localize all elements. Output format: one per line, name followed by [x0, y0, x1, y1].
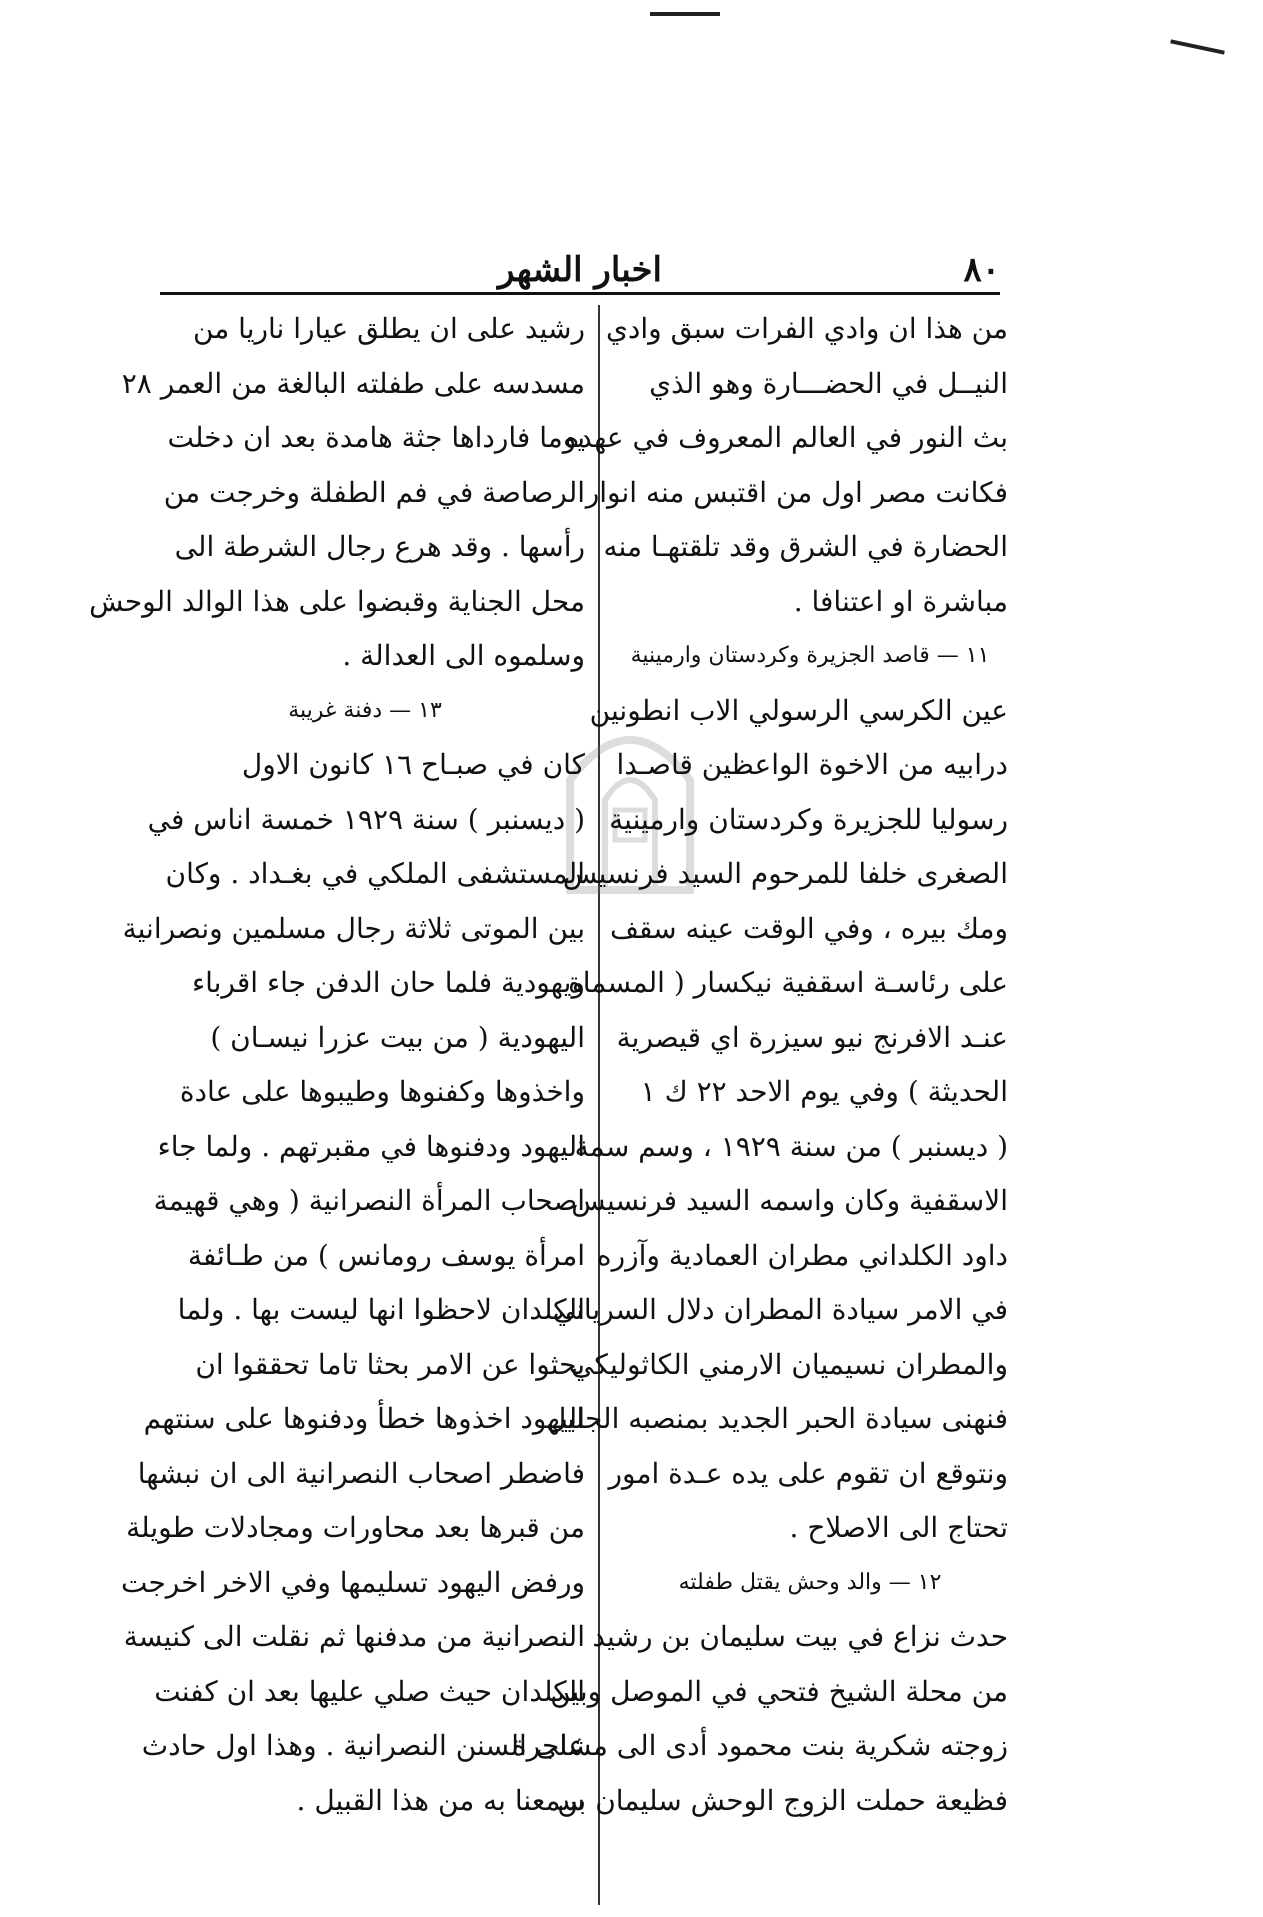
right-column-text-line: ( ديسنبر ) من سنة ١٩٢٩ ، وسم سمة: [574, 1129, 1008, 1163]
left-column-text-line: بين الموتى ثلاثة رجال مسلمين ونصرانية: [122, 911, 585, 945]
left-column-text-line: محل الجناية وقبضوا على هذا الوالد الوحش: [89, 584, 585, 618]
left-column-text-line: النصرانية من مدفنها ثم نقلت الى كنيسة: [123, 1620, 585, 1653]
right-column-text-line: ومك بيره ، وفي الوقت عينه سقف: [609, 911, 1008, 945]
left-column: [89, 302, 585, 1902]
right-column-text-line: الصغرى خلفا للمرحوم السيد فرنسيس: [562, 857, 1008, 890]
right-column-text-line: رسوليا للجزيرة وكردستان وارمينية: [609, 802, 1008, 836]
left-column-text-line: كان في صبـاح ١٦ كانون الاول: [241, 748, 585, 781]
left-column-section-heading: ١٣ — دفنة غريبة: [288, 697, 442, 723]
left-column-text-line: الكلدان لاحظوا انها ليست بها . ولما: [177, 1293, 585, 1326]
right-column-section-heading: ١١ — قاصد الجزيرة وكردستان وارمينية: [630, 643, 990, 668]
right-column-text-line: الحضارة في الشرق وقد تلقتهـا منه: [603, 530, 1008, 563]
left-column-text-line: رشيد على ان يطلق عيارا ناريا من: [192, 312, 585, 345]
right-column-section-heading: ١٢ — والد وحش يقتل طفلته: [678, 1569, 942, 1595]
right-column-text-line: فكانت مصر اول من اقتبس منه انوار: [585, 475, 1008, 509]
left-column-text-line: ويهودية فلما حان الدفن جاء اقرباء: [191, 966, 585, 999]
right-column-text-line: على رئاسـة اسقفية نيكسار ( المسماة: [568, 966, 1008, 999]
left-column-text-line: اصحاب المرأة النصرانية ( وهي قهيمة: [153, 1184, 585, 1217]
right-column-text-line: درابيه من الاخوة الواعظين قاصـدا: [616, 748, 1008, 781]
left-column-text-line: اليهود ودفنوها في مقبرتهم . ولما جاء: [157, 1129, 585, 1163]
left-column-text-line: الكلدان حيث صلي عليها بعد ان كفنت: [154, 1674, 585, 1708]
left-column-text-line: فاضطر اصحاب النصرانية الى ان نبشها: [137, 1456, 585, 1490]
right-column-text-line: عنـد الافرنج نيو سيزرة اي قيصرية: [616, 1020, 1008, 1054]
right-column-text-line: داود الكلداني مطران العمادية وآزره: [596, 1238, 1008, 1272]
left-column-text-line: مسدسه على طفلته البالغة من العمر ٢٨: [121, 366, 585, 400]
right-column-text-line: عين الكرسي الرسولي الاب انطونين: [589, 693, 1008, 727]
left-column-text-line: واخذوها وكفنوها وطيبوها على عادة: [179, 1075, 585, 1108]
right-column-text-line: فظيعة حملت الزوج الوحش سليمان بن: [557, 1783, 1008, 1817]
running-title: اخبار الشهر: [498, 250, 662, 290]
header-rule: [160, 292, 1000, 295]
left-column-text-line: على السنن النصرانية . وهذا اول حادث: [141, 1729, 585, 1762]
left-column-text-line: سمعنا به من هذا القبيل .: [296, 1783, 585, 1817]
right-column-text-line: الحديثة ) وفي يوم الاحد ٢٢ ك ١: [640, 1075, 1008, 1108]
right-column-text-line: في الامر سيادة المطران دلال السرياني: [552, 1293, 1008, 1326]
left-column-text-line: اليهود اخذوها خطأ ودفنوها على سنتهم: [143, 1402, 585, 1435]
right-column-text-line: ونتوقع ان تقوم على يده عـدة امور: [608, 1456, 1008, 1490]
right-column-text-line: الاسقفية وكان واسمه السيد فرنسيس: [571, 1184, 1008, 1217]
left-column-text-line: من قبرها بعد محاورات ومجادلات طويلة: [126, 1511, 585, 1544]
page-number: ٨٠: [963, 250, 1000, 290]
right-column-text-line: النيــل في الحضـــارة وهو الذي: [649, 366, 1008, 400]
left-column-text-line: الرصاصة في فم الطفلة وخرجت من: [163, 475, 585, 509]
right-column-text-line: حدث نزاع في بيت سليمان بن رشيد: [592, 1620, 1008, 1653]
right-column-text-line: مباشرة او اعتنافا .: [793, 584, 1008, 618]
left-column-text-line: يوما فارداها جثة هامدة بعد ان دخلت: [167, 421, 585, 454]
right-column-text-line: بث النور في العالم المعروف في عهده: [564, 421, 1008, 454]
scan-artifact-top: [650, 12, 720, 16]
left-column-text-line: رأسها . وقد هرع رجال الشرطة الى: [174, 530, 585, 563]
left-column-text-line: اليهودية ( من بيت عزرا نيسـان ): [210, 1020, 585, 1054]
left-column-text-line: ورفض اليهود تسليمها وفي الاخر اخرجت: [120, 1565, 585, 1599]
right-column-text-line: فنهنى سيادة الحبر الجديد بمنصبه الجليل: [546, 1402, 1008, 1435]
left-column-text-line: المستشفى الملكي في بغـداد . وكان: [165, 857, 585, 890]
scan-artifact-corner: [1170, 39, 1225, 54]
right-column-text-line: من هذا ان وادي الفرات سبق وادي: [606, 312, 1008, 345]
left-column-text-line: ( ديسنبر ) سنة ١٩٢٩ خمسة اناس في: [147, 802, 585, 836]
left-column-text-line: بحثوا عن الامر بحثا تاما تحققوا ان: [195, 1347, 585, 1381]
page-header: [160, 250, 1000, 290]
right-column-text-line: تحتاج الى الاصلاح .: [789, 1511, 1008, 1544]
right-column: [511, 302, 1008, 1902]
right-column-text-line: من محلة الشيخ فتحي في الموصل وبين: [550, 1674, 1008, 1708]
right-column-text-line: والمطران نسيميان الارمني الكاثوليكي: [571, 1347, 1008, 1381]
right-column-text-line: زوجته شكرية بنت محمود أدى الى مشاجرة: [511, 1729, 1008, 1762]
left-column-text-line: وسلموه الى العدالة .: [342, 639, 585, 672]
left-column-text-line: امرأة يوسف رومانس ) من طـائفة: [187, 1238, 585, 1272]
